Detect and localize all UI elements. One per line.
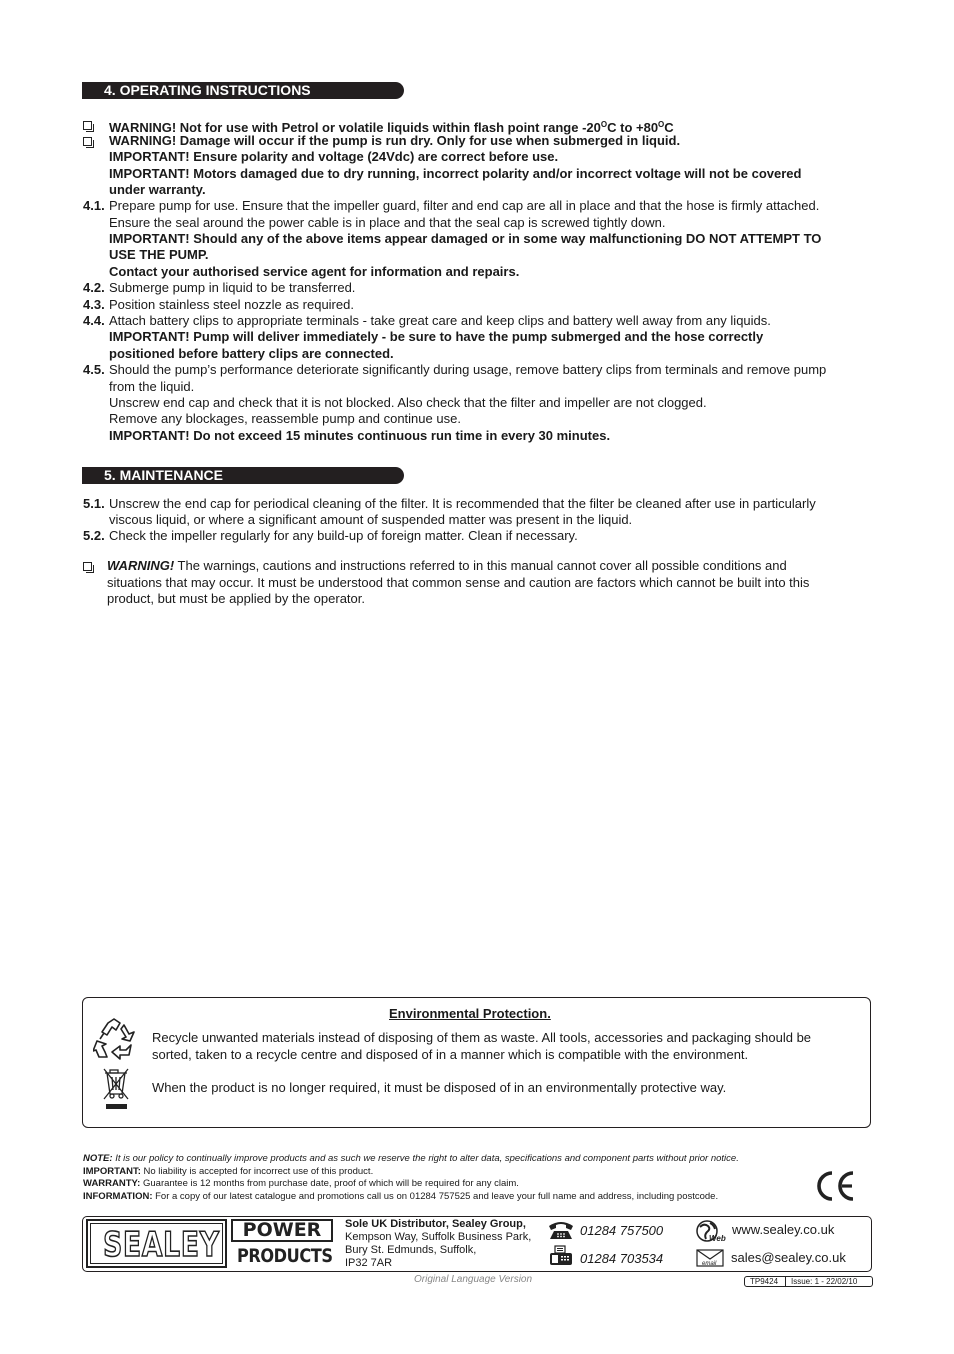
address-line: Bury St. Edmunds, Suffolk, — [345, 1244, 477, 1256]
step-number: 5.1. — [83, 496, 105, 511]
general-warning-cont: situations that may occur. It must be understood that common sense and caution are factors which cannot be built into this — [107, 575, 810, 590]
step-4-1-important: IMPORTANT! Should any of the above items appear damaged or in some way malfunctioning DO NOT ATTEMPT TO — [109, 231, 822, 246]
environment-recycle-text: Recycle unwanted materials instead of disposing of them as waste. All tools, accessories and packaging should be — [152, 1030, 812, 1045]
email-envelope-icon — [696, 1249, 724, 1267]
step-4-5-text: Remove any blockages, reassemble pump and continue use. — [109, 411, 461, 426]
fax-icon — [548, 1245, 574, 1267]
svg-text:CE: CE — [815, 1169, 817, 1170]
section-5-heading: 5. MAINTENANCE — [82, 467, 404, 484]
address-line: Kempson Way, Suffolk Business Park, — [345, 1231, 532, 1243]
crossed-bin-icon — [103, 1067, 130, 1111]
step-number: 4.1. — [83, 198, 105, 213]
step-5-2-text: Check the impeller regularly for any build-up of foreign matter. Clean if necessary. — [109, 528, 578, 543]
address-line: IP32 7AR — [345, 1257, 393, 1269]
telephone-icon — [547, 1220, 575, 1240]
warning-flash-point: WARNING! Not for use with Petrol or volatile liquids within flash point range $-20^OC$ to $+80^OC$ — [109, 120, 674, 135]
phone-number[interactable]: 01284 757500 — [580, 1223, 664, 1238]
svg-text:email: email — [702, 1261, 717, 1267]
general-warning: WARNING! The warnings, cautions and instructions referred to in this manual cannot cover all possible conditions and — [107, 558, 787, 573]
step-4-5-text: Unscrew end cap and check that it is not blocked. Also check that the filter and impeller are not clogged. — [109, 395, 707, 410]
sealey-logo-text: SEALEY — [103, 1225, 220, 1265]
web-globe-icon — [695, 1219, 729, 1243]
step-5-1-text: Unscrew the end cap for periodical cleaning of the filter. It is recommended that the filter be cleaned after use in particularly — [109, 496, 816, 511]
important-motors-cont: under warranty. — [109, 182, 206, 197]
products-logo: PRODUCTS — [236, 1245, 333, 1267]
important-motors: IMPORTANT! Motors damaged due to dry running, incorrect polarity and/or incorrect voltage will not be covered — [109, 166, 802, 181]
document-issue-box — [744, 1276, 873, 1287]
step-4-2-text: Submerge pump in liquid to be transferred. — [109, 280, 356, 295]
step-4-4-text: Attach battery clips to appropriate terminals - take great care and keep clips and battery well away from any liquids. — [109, 313, 771, 328]
step-4-1-contact: Contact your authorised service agent for information and repairs. — [109, 264, 520, 279]
checkbox-bullet-icon — [83, 121, 92, 130]
important-polarity: IMPORTANT! Ensure polarity and voltage (24Vdc) are correct before use. — [109, 149, 559, 164]
warranty-line: WARRANTY: Guarantee is 12 months from purchase date, proof of which will be required for any claim. — [83, 1178, 519, 1189]
checkbox-bullet-icon — [83, 137, 92, 146]
general-warning-cont: product, but must be applied by the operator. — [107, 591, 366, 606]
step-5-1-text: viscous liquid, or where a significant amount of suspended matter was present in the liquid. — [109, 512, 633, 527]
step-4-3-text: Position stainless steel nozzle as required. — [109, 297, 354, 312]
environment-recycle-text: sorted, taken to a recycle centre and disposed of in a manner which is compatible with the environment. — [152, 1047, 749, 1062]
information-line: INFORMATION: For a copy of our latest catalogue and promotions call us on 01284 757525 and leave your full name and address, including postcode. — [83, 1191, 719, 1202]
website-link[interactable]: www.sealey.co.uk — [732, 1222, 835, 1237]
step-number: 4.3. — [83, 297, 105, 312]
step-number: 4.2. — [83, 280, 105, 295]
recycle-icon — [93, 1017, 139, 1061]
issue-date: Issue: 1 - 22/02/10 — [791, 1277, 858, 1286]
fax-number[interactable]: 01284 703534 — [580, 1251, 664, 1266]
language-version: Original Language Version — [414, 1274, 533, 1285]
step-4-4-important: IMPORTANT! Pump will deliver immediately - be sure to have the pump submerged and the hose correctly — [109, 329, 764, 344]
step-number: 4.5. — [83, 362, 105, 377]
important-line: IMPORTANT: No liability is accepted for incorrect use of this product. — [83, 1166, 374, 1177]
step-number: 4.4. — [83, 313, 105, 328]
step-4-1-text: Ensure the seal around the power cable is in place and that the seal cap is screwed tightly down. — [109, 215, 666, 230]
step-4-5-text: Should the pump’s performance deteriorate significantly during usage, remove battery clips from terminals and remove pump — [109, 362, 827, 377]
warning-dry-run: WARNING! Damage will occur if the pump is run dry. Only for use when submerged in liquid. — [109, 133, 681, 148]
step-4-1-text: Prepare pump for use. Ensure that the impeller guard, filter and end cap are all in place and that the hose is firmly attached. — [109, 198, 820, 213]
step-4-5-important: IMPORTANT! Do not exceed 15 minutes continuous run time in every 30 minutes. — [109, 428, 611, 443]
distributor-title: Sole UK Distributor, Sealey Group, — [345, 1218, 526, 1230]
power-logo: POWER — [231, 1219, 333, 1242]
step-4-1-important: USE THE PUMP. — [109, 247, 209, 262]
sealey-logo — [86, 1219, 227, 1268]
environment-disposal-text: When the product is no longer required, it must be disposed of in an environmentally protective way. — [152, 1080, 727, 1095]
section-4-heading: 4. OPERATING INSTRUCTIONS — [82, 82, 404, 99]
checkbox-bullet-icon — [83, 562, 92, 571]
step-4-5-text: from the liquid. — [109, 379, 195, 394]
svg-text:Web: Web — [709, 1234, 726, 1243]
note-line: NOTE: It is our policy to continually improve products and as such we reserve the right to alter data, specifications and component parts without prior notice. — [83, 1153, 739, 1164]
step-number: 5.2. — [83, 528, 105, 543]
email-link[interactable]: sales@sealey.co.uk — [731, 1250, 846, 1265]
document-code: TP9424 — [750, 1277, 779, 1286]
environment-title: Environmental Protection. — [389, 1006, 551, 1021]
step-4-4-important: positioned before battery clips are connected. — [109, 346, 394, 361]
ce-mark-icon — [815, 1169, 857, 1203]
